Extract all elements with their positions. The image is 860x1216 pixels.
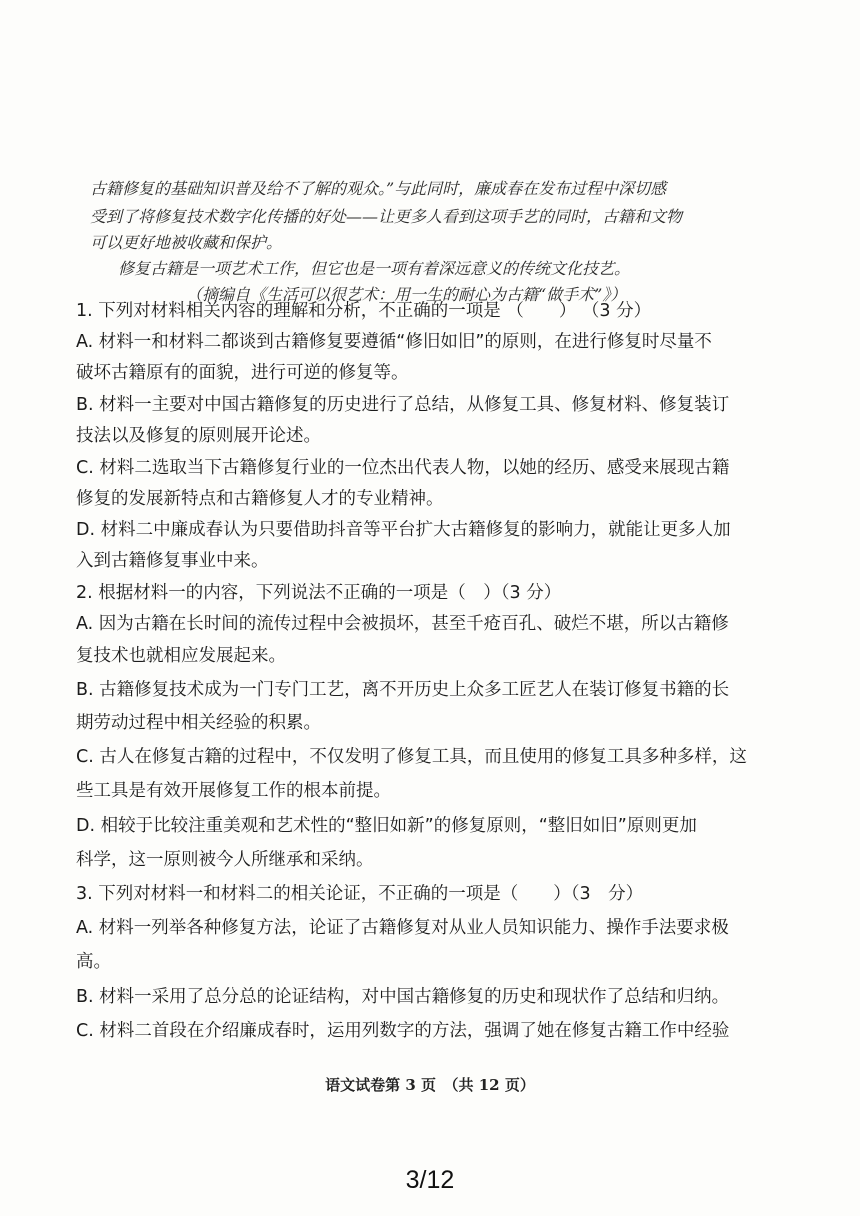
question-line: D. 材料二中廉成春认为只要借助抖音等平台扩大古籍修复的影响力，就能让更多人加 <box>76 520 731 540</box>
question-line: C. 材料二首段在介绍廉成春时，运用列数字的方法，强调了她在修复古籍工作中经验 <box>76 1021 730 1041</box>
question-line: B. 材料一主要对中国古籍修复的历史进行了总结，从修复工具、修复材料、修复装订 <box>76 395 730 415</box>
question-line: 期劳动过程中相关经验的积累。 <box>76 713 321 733</box>
passage-line: 古籍修复的基础知识普及给不了解的观众。”与此同时，廉成春在发布过程中深切感 <box>90 179 667 198</box>
question-line: 修复的发展新特点和古籍修复人才的专业精神。 <box>76 489 444 509</box>
question-line: A. 因为古籍在长时间的流传过程中会被损坏，甚至千疮百孔、破烂不堪，所以古籍修 <box>76 614 729 634</box>
question-line: 高。 <box>76 952 111 972</box>
question-line: 2. 根据材料一的内容，下列说法不正确的一项是（ ）（3 分） <box>76 583 562 603</box>
question-line: 复技术也就相应发展起来。 <box>76 646 286 666</box>
page-indicator: 3/12 <box>405 1166 455 1194</box>
question-line: 技法以及修复的原则展开论述。 <box>76 426 321 446</box>
question-line: B. 材料一采用了总分总的论证结构，对中国古籍修复的历史和现状作了总结和归纳。 <box>76 987 730 1007</box>
question-line: 1. 下列对材料相关内容的理解和分析，不正确的一项是 （ ） （3 分） <box>76 301 652 321</box>
question-line: C. 材料二选取当下古籍修复行业的一位杰出代表人物，以她的经历、感受来展现古籍 <box>76 458 730 478</box>
passage-source: （摘编自《生活可以很艺术：用一生的耐心为古籍“做手术”》） <box>186 285 627 304</box>
question-line: 科学，这一原则被今人所继承和采纳。 <box>76 850 374 870</box>
passage-line: 修复古籍是一项艺术工作，但它也是一项有着深远意义的传统文化技艺。 <box>118 259 631 278</box>
question-line: 入到古籍修复事业中来。 <box>76 551 269 571</box>
passage-line: 可以更好地被收藏和保护。 <box>90 233 283 252</box>
question-line: 些工具是有效开展修复工作的根本前提。 <box>76 781 391 801</box>
question-line: B. 古籍修复技术成为一门专门工艺，离不开历史上众多工匠艺人在装订修复书籍的长 <box>76 680 730 700</box>
question-line: C. 古人在修复古籍的过程中，不仅发明了修复工具，而且使用的修复工具多种多样，这 <box>76 747 747 767</box>
question-line: 破坏古籍原有的面貌，进行可逆的修复等。 <box>76 363 409 383</box>
question-line: 3. 下列对材料一和材料二的相关论证，不正确的一项是（ ）（3 分） <box>76 884 644 904</box>
question-line: D. 相较于比较注重美观和艺术性的“整旧如新”的修复原则，“整旧如旧”原则更加 <box>76 816 697 836</box>
question-line: A. 材料一列举各种修复方法，论证了古籍修复对从业人员知识能力、操作手法要求极 <box>76 918 729 938</box>
passage-line: 受到了将修复技术数字化传播的好处——让更多人看到这项手艺的同时，古籍和文物 <box>90 207 683 226</box>
question-line: A. 材料一和材料二都谈到古籍修复要遵循“修旧如旧”的原则，在进行修复时尽量不 <box>76 332 712 352</box>
page-footer: 语文试卷第 3 页 （共 12 页） <box>325 1076 535 1094</box>
